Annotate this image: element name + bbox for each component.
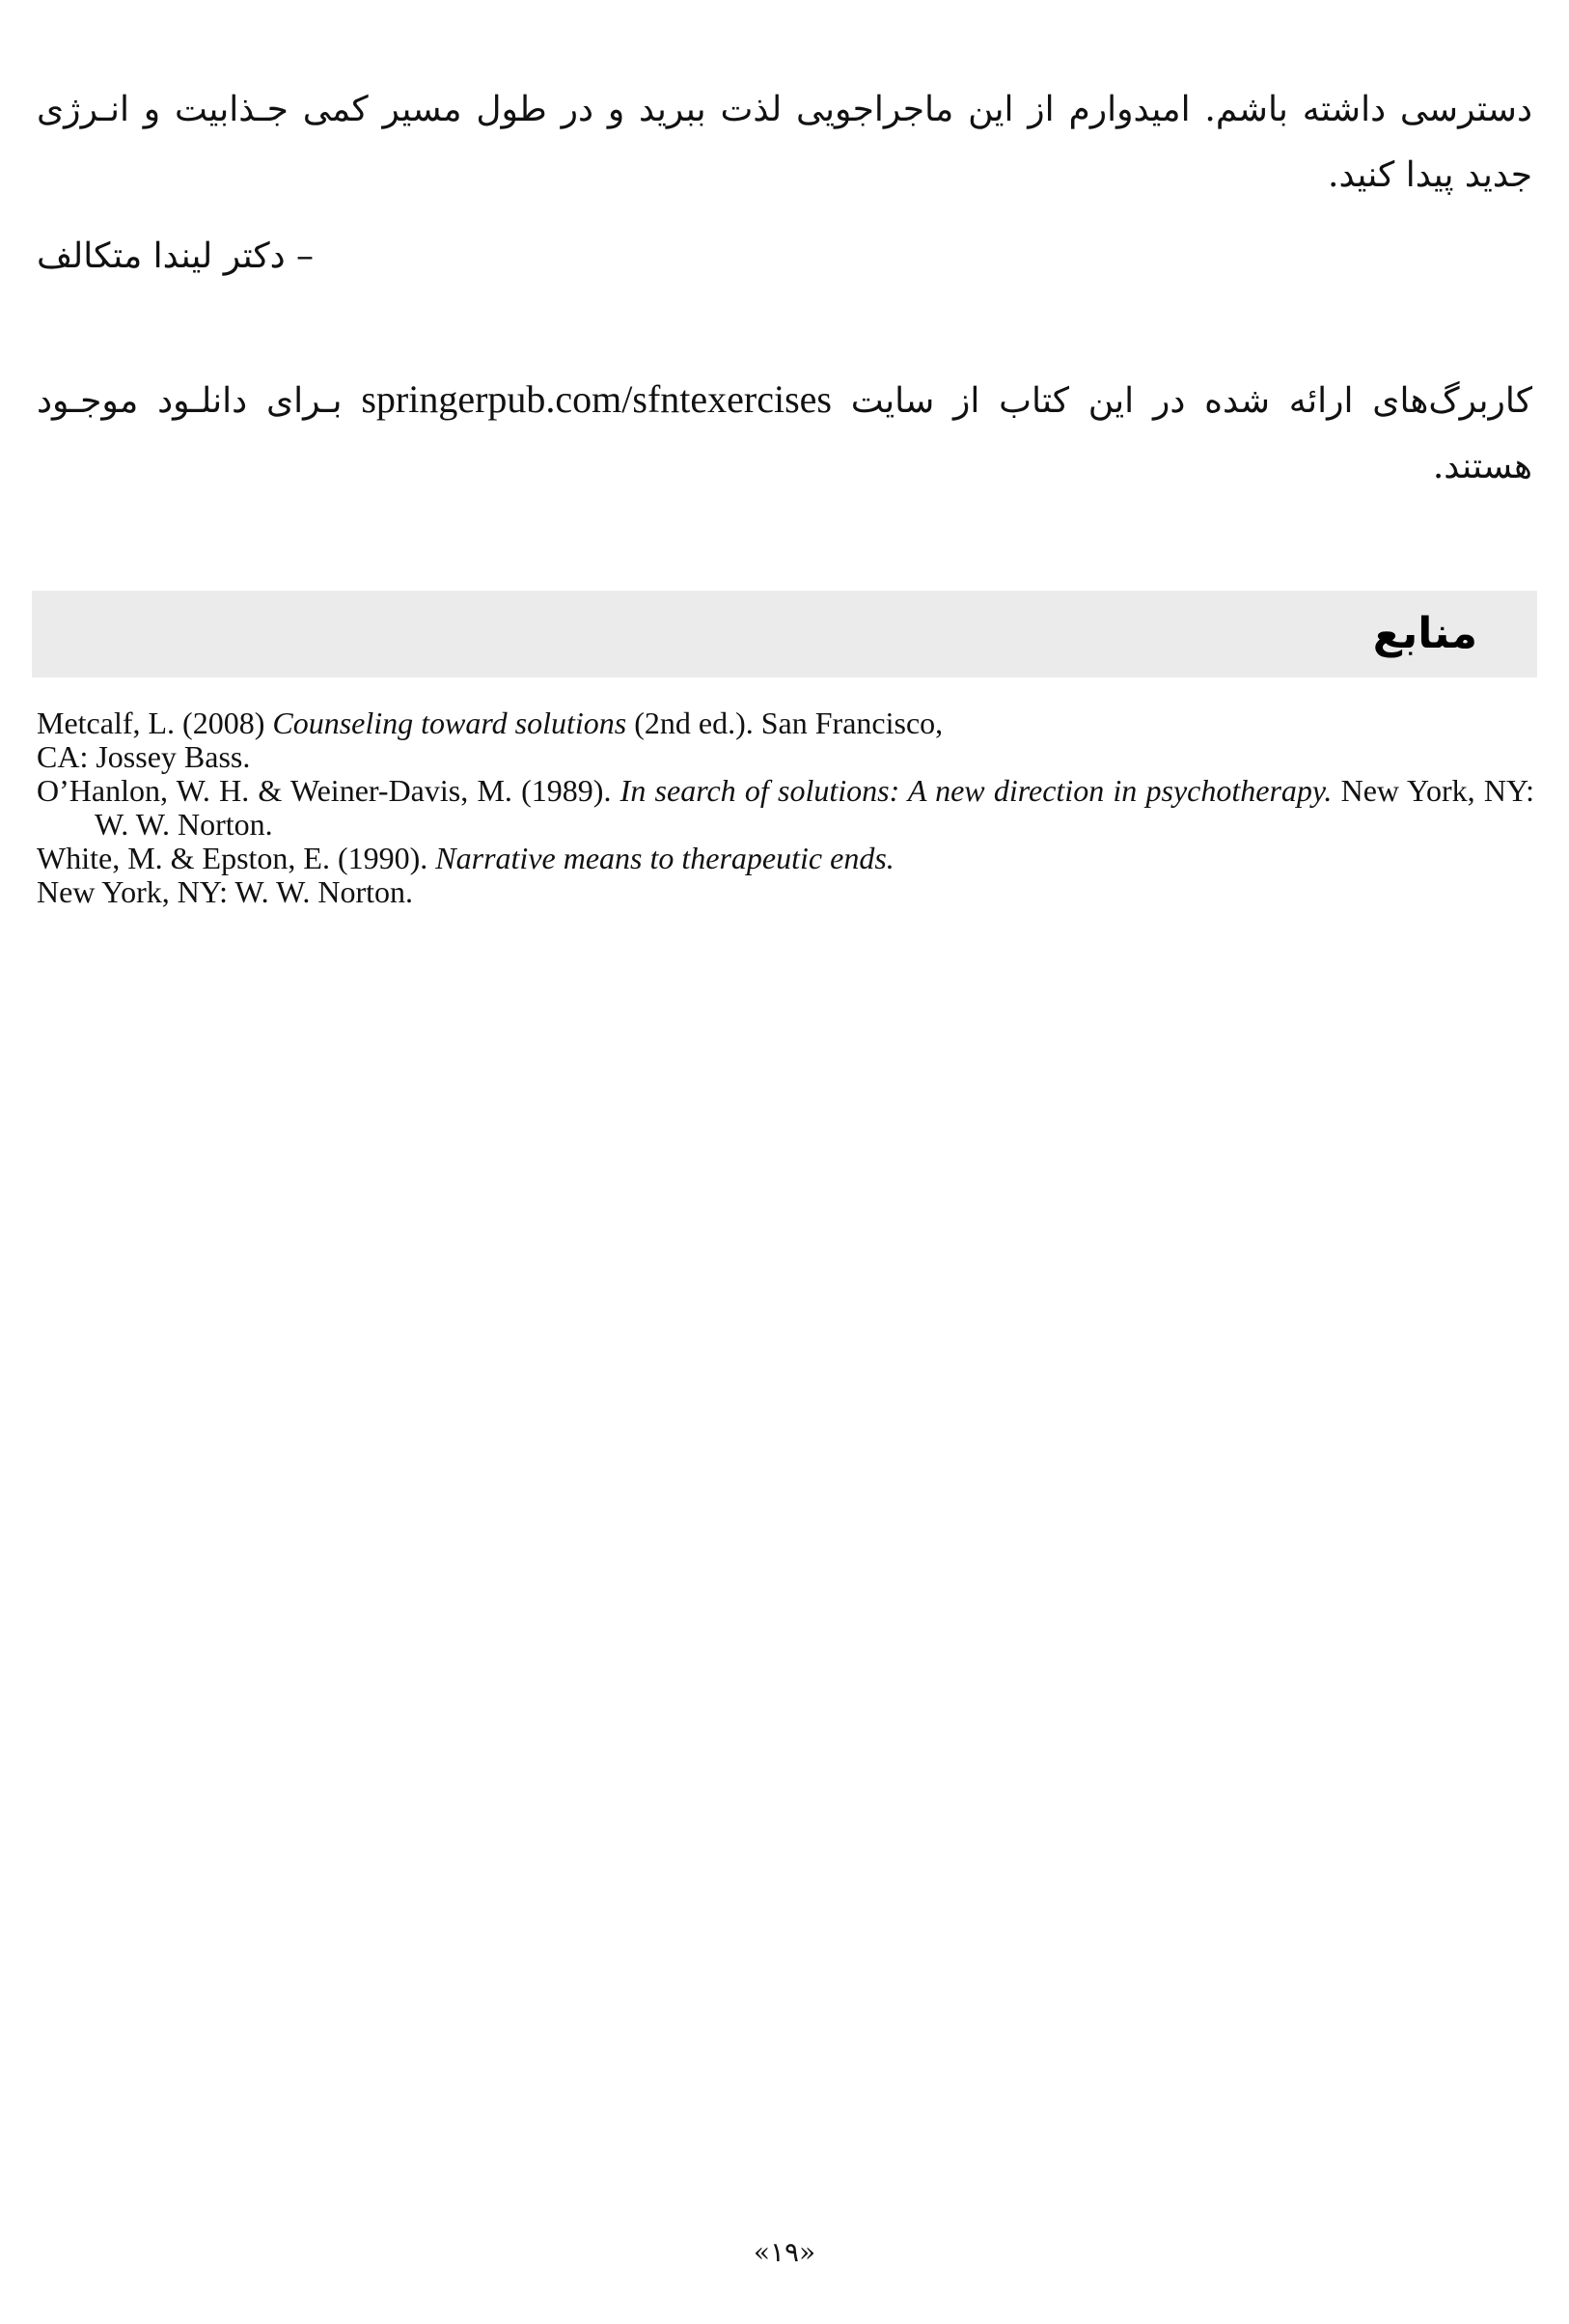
download-note-prefix: کاربرگ‌های ارائه شده در این کتاب از سایت — [831, 381, 1532, 421]
reference-metcalf-title: Counseling toward solutions — [272, 706, 627, 740]
download-note-text — [37, 367, 1532, 500]
references-title: منابع — [1372, 609, 1477, 658]
reference-metcalf-edition: (2nd ed.). San Francisco, — [626, 706, 944, 740]
page-number: «۱۹» — [753, 2236, 816, 2268]
closing-paragraph — [37, 77, 1532, 208]
reference-ohanlon-author: O’Hanlon, W. H. & Weiner-Davis, M. (1989). — [37, 773, 620, 808]
reference-white-title: Narrative means to therapeutic ends. — [435, 841, 895, 875]
reference-ohanlon-publisher: New York, NY: W. W. Norton. — [95, 773, 1535, 842]
closing-paragraph-text: دسترسی داشته باشم. امیدوارم از این ماجراجویی لذت ببرید و در طول مسیر کمی جـذابیت و انـرژی جدید پیدا کنید. — [37, 90, 1532, 195]
references-header-bar — [32, 591, 1537, 678]
reference-white-author: White, M. & Epston, E. (1990). — [37, 841, 436, 875]
download-note-suffix: بـرای دانلـود موجـود هستند. — [37, 381, 1532, 486]
references-list — [37, 706, 1534, 909]
reference-metcalf-author: Metcalf, L. (2008) — [37, 706, 273, 740]
download-link[interactable]: springerpub.com/sfntexercises — [361, 377, 832, 421]
reference-white-publisher: New York, NY: W. W. Norton. — [37, 874, 413, 909]
download-note — [37, 367, 1532, 500]
reference-metcalf — [37, 706, 1534, 740]
reference-ohanlon — [37, 774, 1534, 842]
reference-ohanlon-title: In search of solutions: A new direction in psychotherapy. — [619, 773, 1333, 808]
author-signature: – دکتر لیندا متکالف — [37, 236, 315, 276]
reference-metcalf-publisher: CA: Jossey Bass. — [37, 739, 251, 774]
reference-white — [37, 842, 1534, 875]
